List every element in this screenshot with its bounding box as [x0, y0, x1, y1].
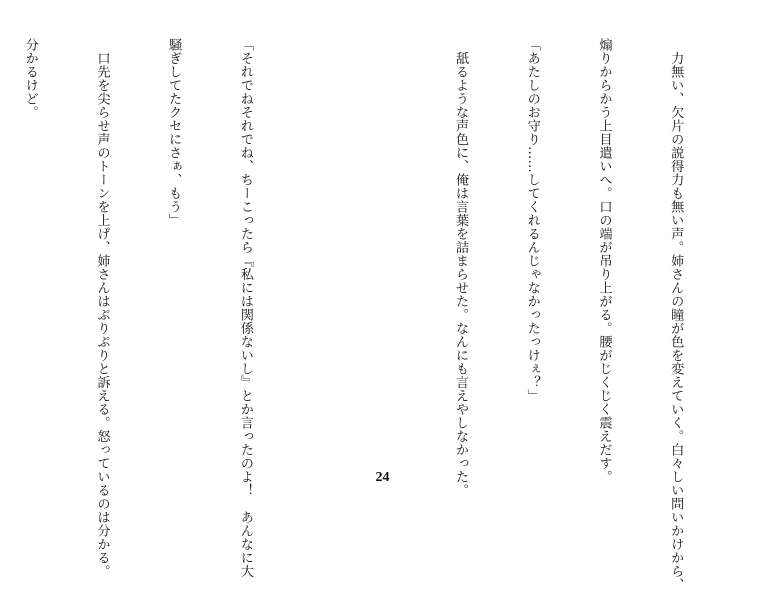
text-line: 「それでねそれでね、ちーこったら『私には関係ないし』とか言ったのよ！ あんなに大	[237, 38, 253, 578]
text-line: 騒ぎしてたクセにさぁ、もう」	[166, 38, 182, 227]
blank-line	[305, 38, 329, 468]
text-line: 口先を尖らせ声のトーンを上げ、姉さんはぷりぷりと訴える。怒っているのは分かる。	[94, 38, 110, 578]
text-line: 舐るような声色に、俺は言葉を詰まらせた。なんにも言えやしなかった。	[453, 38, 469, 497]
blank-line	[376, 38, 400, 468]
text-line: 煽りからかう上目遣いへ。口の端が吊り上がる。腰がじくじく震えだす。	[596, 38, 612, 484]
text-line: 分かるけど。	[22, 38, 38, 119]
page-number: 24	[375, 470, 390, 485]
text-line: 力無い、欠片の説得力も無い声。姉さんの瞳が色を変えていく。白々しい問いかけから、	[668, 38, 684, 592]
text-line: 「あたしのお守り……してくれるんじゃなかったっけぇ？」	[524, 38, 540, 403]
